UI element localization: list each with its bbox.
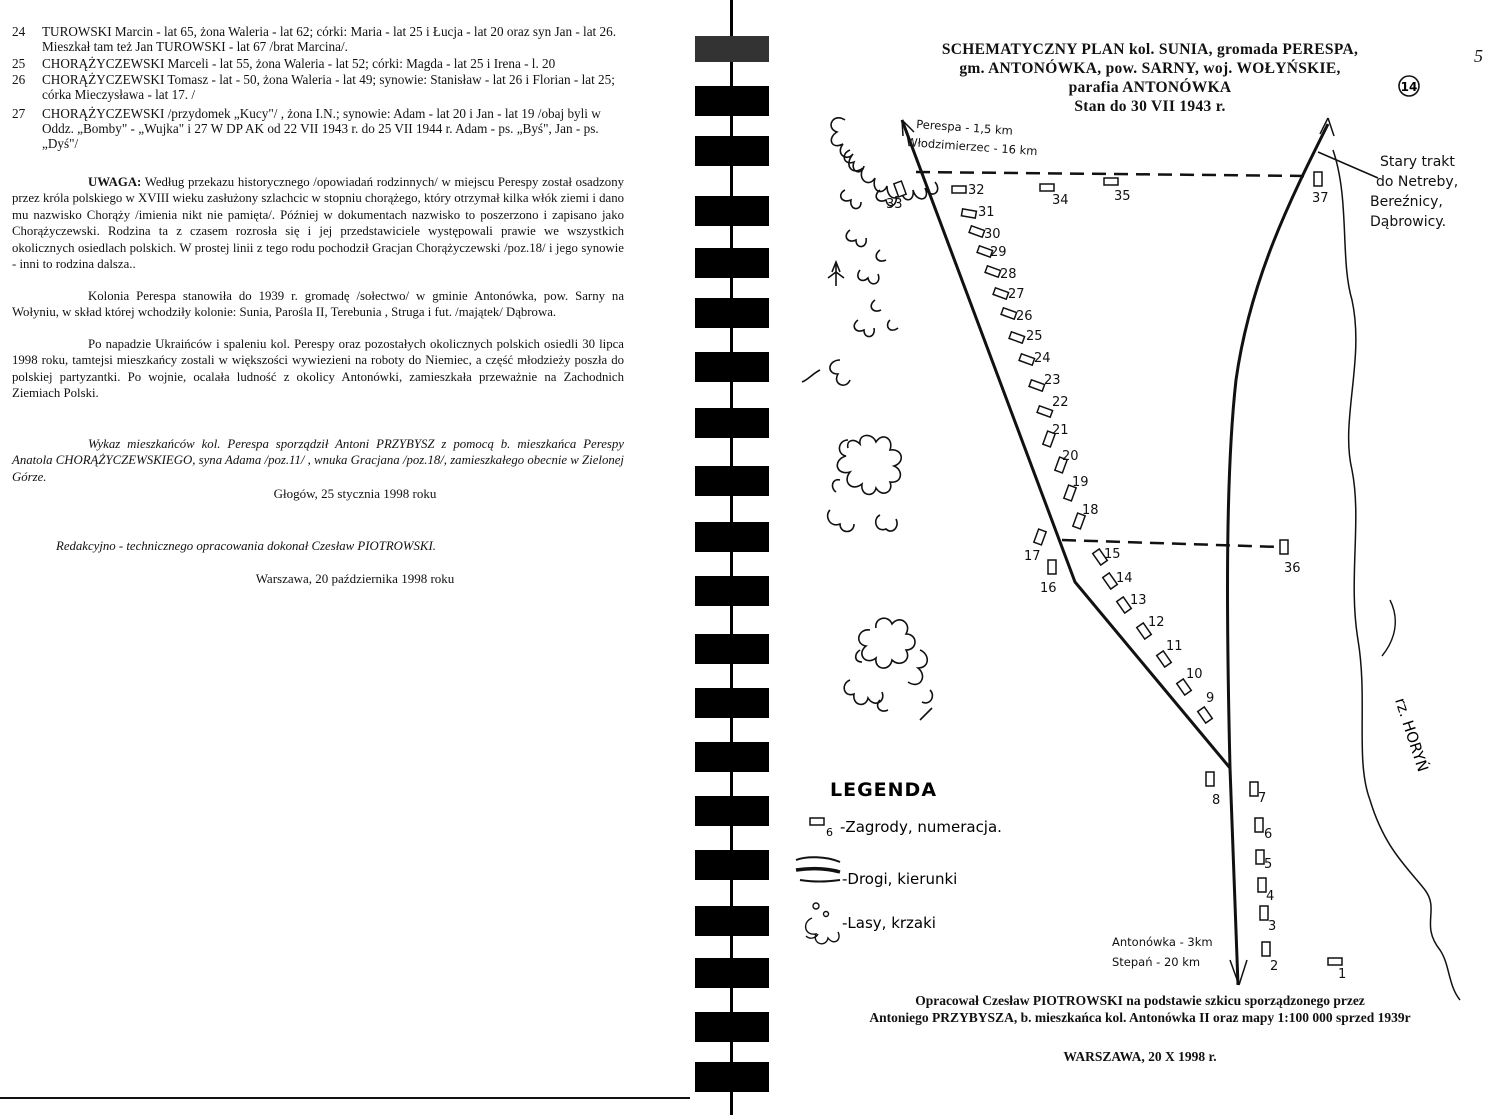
trakt-pointer bbox=[1318, 152, 1378, 178]
house-number: 29 bbox=[990, 245, 1007, 260]
house-number: 20 bbox=[1062, 449, 1079, 464]
house-35 bbox=[1104, 178, 1118, 185]
house-number: 28 bbox=[1000, 267, 1017, 282]
house-number: 14 bbox=[1116, 571, 1133, 586]
legend-forest-sample bbox=[806, 903, 839, 944]
house-number: 22 bbox=[1052, 395, 1069, 410]
house-number: 17 bbox=[1024, 549, 1041, 564]
note-text: Według przekazu historycznego /opowiadań rodzinnych/ w miejscu Perespy został osadzony przez króla polskiego w XVIII wieku zasłużony szlachcic w stopniu chorążego, który otrzymał kilka włók ziemi i dano mu nazwisko Chorąży /imienia nikt nie pamięta/. Później w dokumentach nazwisko to poszerzono i zapisano jako Chorążyczewski. Rodzina ta z czasem rozrosła się i jej przedstawiciele występowali prawie we wszystkich okolicznych osiedlach polskich. W prostej linii z tego rodu pochodził Gracjan Chorążyczewski /poz.18/ i jego synowie - inni to rodzina dalsza.. bbox=[12, 175, 625, 272]
trakt-label-line: Stary trakt bbox=[1380, 154, 1455, 170]
house-33 bbox=[894, 181, 906, 197]
house-number: 7 bbox=[1258, 791, 1267, 806]
forest-scribble bbox=[837, 435, 901, 494]
house-number: 5 bbox=[1264, 857, 1273, 872]
tree-icon bbox=[828, 262, 844, 286]
house-31 bbox=[961, 209, 976, 218]
house-number: 10 bbox=[1186, 667, 1203, 682]
legend-title: LEGENDA bbox=[830, 779, 938, 801]
trakt-label-line: do Netreby, bbox=[1376, 174, 1459, 190]
house-37 bbox=[1314, 172, 1322, 186]
paragraph: Po napadzie Ukraińców i spaleniu kol. Perespy oraz pozostałych okolicznych polskich osiedli 30 lipca 1998 roku, tamtejsi mieszkańcy zostali w większości wywiezieni na roboty do Niemiec, a część młodzieży poszła do polskiej partyzantki. Po wojnie, ocalała ludność z okolicy Antonówki, zamieszkała przeważnie na Zachodnich Ziemiach Polski. bbox=[12, 337, 624, 401]
legend-label: -Zagrody, numeracja. bbox=[840, 818, 1002, 836]
house-5 bbox=[1256, 850, 1264, 864]
forest-scribble bbox=[802, 150, 879, 385]
house-number: 24 bbox=[1034, 351, 1051, 366]
house-1 bbox=[1328, 958, 1342, 965]
house-30 bbox=[969, 226, 985, 237]
map-footer bbox=[820, 992, 1460, 1026]
title-line: gm. ANTONÓWKA, pow. SARNY, woj. WOŁYŃSKIE, bbox=[959, 60, 1341, 77]
house-17 bbox=[1034, 529, 1046, 545]
house-24 bbox=[1019, 354, 1035, 365]
footer-place-date: WARSZAWA, 20 X 1998 r. bbox=[1063, 1049, 1217, 1064]
house-25 bbox=[1009, 332, 1025, 343]
dashed-road-north bbox=[916, 172, 1310, 176]
house-32 bbox=[952, 186, 966, 193]
river-flow-arrow bbox=[1382, 600, 1395, 656]
house-number: 16 bbox=[1040, 581, 1057, 596]
entry-text: CHORĄŻYCZEWSKI Tomasz - lat - 50, żona Waleria - lat 49; synowie: Stanisław - lat 26 i Florian - lat 25; córka Mieczysława - lat 17. / bbox=[42, 72, 615, 102]
entry-text: CHORĄŻYCZEWSKI /przydomek „Kucy"/ , żona I.N.; synowie: Adam - lat 20 i Jan - lat 19 /obaj byli w Oddz. „Bomby" - „Wujka" i 27 W DP AK od 22 VII 1943 r. do 25 VII 1944 r. Adam - ps. „Byś", Jan - ps. „Dyś"/ bbox=[42, 106, 601, 151]
house-number: 25 bbox=[1026, 329, 1043, 344]
legend-sample-number: 6 bbox=[826, 826, 833, 839]
legend-label: -Drogi, kierunki bbox=[842, 870, 958, 888]
legend bbox=[796, 779, 1002, 944]
footer-line: Opracował Czesław PIOTROWSKI na podstawie szkicu sporządzonego przez bbox=[915, 993, 1365, 1008]
circled-number bbox=[1399, 76, 1419, 96]
house-number: 33 bbox=[886, 197, 903, 212]
road-label: Włodzimierzec - 16 km bbox=[905, 135, 1038, 159]
page-number: 5 bbox=[1474, 46, 1483, 66]
note-label: UWAGA: bbox=[88, 175, 142, 189]
house-16 bbox=[1048, 560, 1056, 574]
house-6 bbox=[1255, 818, 1263, 832]
house-36 bbox=[1280, 540, 1288, 554]
title-line: SCHEMATYCZNY PLAN kol. SUNIA, gromada PERESPA, bbox=[941, 41, 1359, 58]
forest bbox=[802, 118, 938, 720]
legend-house-sample bbox=[810, 818, 824, 825]
house-22 bbox=[1037, 406, 1053, 417]
house-28 bbox=[985, 266, 1001, 277]
road-label: Antonówka - 3km bbox=[1112, 935, 1213, 949]
house-7 bbox=[1250, 782, 1258, 796]
house-number: 13 bbox=[1130, 593, 1147, 608]
trakt-label bbox=[1370, 154, 1458, 230]
road-arrow bbox=[1328, 118, 1334, 136]
entry-number: 25 bbox=[12, 56, 26, 71]
entry-number: 24 bbox=[12, 24, 26, 39]
road-label: Perespa - 1,5 km bbox=[915, 117, 1014, 138]
house-26 bbox=[1001, 308, 1017, 319]
legend-road-sample bbox=[796, 857, 840, 881]
river bbox=[1333, 150, 1460, 1000]
legend-label: -Lasy, krzaki bbox=[842, 914, 936, 932]
house-number: 12 bbox=[1148, 615, 1165, 630]
entry-number: 27 bbox=[12, 106, 26, 121]
house-number: 18 bbox=[1082, 503, 1099, 518]
dashed-road-middle bbox=[1062, 540, 1280, 547]
entry-text: CHORĄŻYCZEWSKI Marceli - lat 55, żona Waleria - lat 52; córki: Magda - lat 25 i Irena - l. 20 bbox=[42, 56, 556, 71]
house-number: 3 bbox=[1268, 919, 1277, 934]
house-4 bbox=[1258, 878, 1266, 892]
credit-text: Wykaz mieszkańców kol. Perespa sporządził Antoni PRZYBYSZ z pomocą b. mieszkańca Perespy Anatola CHORĄŻYCZEWSKIEGO, syna Adama /poz.11/ , wnuka Gracjana /poz.18/, zamieszkałego obecnie w Zielonej Górze. bbox=[12, 437, 624, 484]
house-27 bbox=[993, 288, 1009, 299]
house-number: 31 bbox=[978, 205, 995, 220]
trakt-label-line: Bereźnicy, bbox=[1370, 194, 1443, 210]
title-line: Stan do 30 VII 1943 r. bbox=[1074, 98, 1226, 115]
paragraph: Kolonia Perespa stanowiła do 1939 r. gromadę /sołectwo/ w gminie Antonówka, pow. Sarny na Wołyniu, w skład której wchodziły kolonie: Sunia, Parośla II, Terebunia , Struga i fut. /majątek/ Dąbrowa. bbox=[12, 289, 624, 320]
place-date: Głogów, 25 stycznia 1998 roku bbox=[273, 486, 437, 501]
house-number: 4 bbox=[1266, 889, 1275, 904]
house-number: 8 bbox=[1212, 793, 1221, 808]
house-9 bbox=[1198, 707, 1213, 723]
credit-text: Redakcyjno - technicznego opracowania dokonał Czesław PIOTROWSKI. bbox=[56, 539, 436, 553]
house-number: 32 bbox=[968, 183, 985, 198]
house-34 bbox=[1040, 184, 1054, 191]
house-number: 1 bbox=[1338, 967, 1347, 982]
circled-number-text: 14 bbox=[1400, 80, 1418, 94]
house-number: 23 bbox=[1044, 373, 1061, 388]
title-line: parafia ANTONÓWKA bbox=[1068, 79, 1232, 96]
house-number: 34 bbox=[1052, 193, 1069, 208]
house-number: 30 bbox=[984, 227, 1001, 242]
house-number: 36 bbox=[1284, 561, 1301, 576]
house-number: 11 bbox=[1166, 639, 1183, 654]
forest-scribble bbox=[844, 618, 932, 720]
road-arrow bbox=[902, 120, 903, 136]
house-number: 9 bbox=[1206, 691, 1215, 706]
house-number: 37 bbox=[1312, 191, 1329, 206]
house-23 bbox=[1029, 380, 1045, 391]
house-number: 27 bbox=[1008, 287, 1025, 302]
entry-text: TUROWSKI Marcin - lat 65, żona Waleria - lat 62; córki: Maria - lat 25 i Łucja - lat 20 oraz syn Jan - lat 26. Mieszkał tam też Jan TUROWSKI - lat 67 /brat Marcina/. bbox=[42, 24, 617, 54]
place-date: Warszawa, 20 października 1998 roku bbox=[255, 571, 455, 586]
main-road bbox=[902, 120, 1238, 985]
house-number: 6 bbox=[1264, 827, 1273, 842]
houses bbox=[894, 172, 1342, 965]
entry-number: 26 bbox=[12, 72, 26, 87]
road-label: Stepań - 20 km bbox=[1112, 955, 1201, 969]
house-number: 35 bbox=[1114, 189, 1131, 204]
house-2 bbox=[1262, 942, 1270, 956]
house-number: 21 bbox=[1052, 423, 1069, 438]
road-arrow bbox=[1239, 960, 1247, 985]
house-number: 26 bbox=[1016, 309, 1033, 324]
house-8 bbox=[1206, 772, 1214, 786]
house-number: 19 bbox=[1072, 475, 1089, 490]
house-numbers bbox=[886, 183, 1346, 982]
river-label: rz. HORYŃ bbox=[1391, 695, 1432, 775]
house-3 bbox=[1260, 906, 1268, 920]
east-road bbox=[1228, 124, 1328, 768]
house-number: 2 bbox=[1270, 959, 1279, 974]
house-number: 15 bbox=[1104, 547, 1121, 562]
trakt-label-line: Dąbrowicy. bbox=[1370, 214, 1447, 230]
footer-line: Antoniego PRZYBYSZA, b. mieszkańca kol. Antonówka II oraz mapy 1:100 000 sprzed 1939r bbox=[869, 1010, 1411, 1025]
